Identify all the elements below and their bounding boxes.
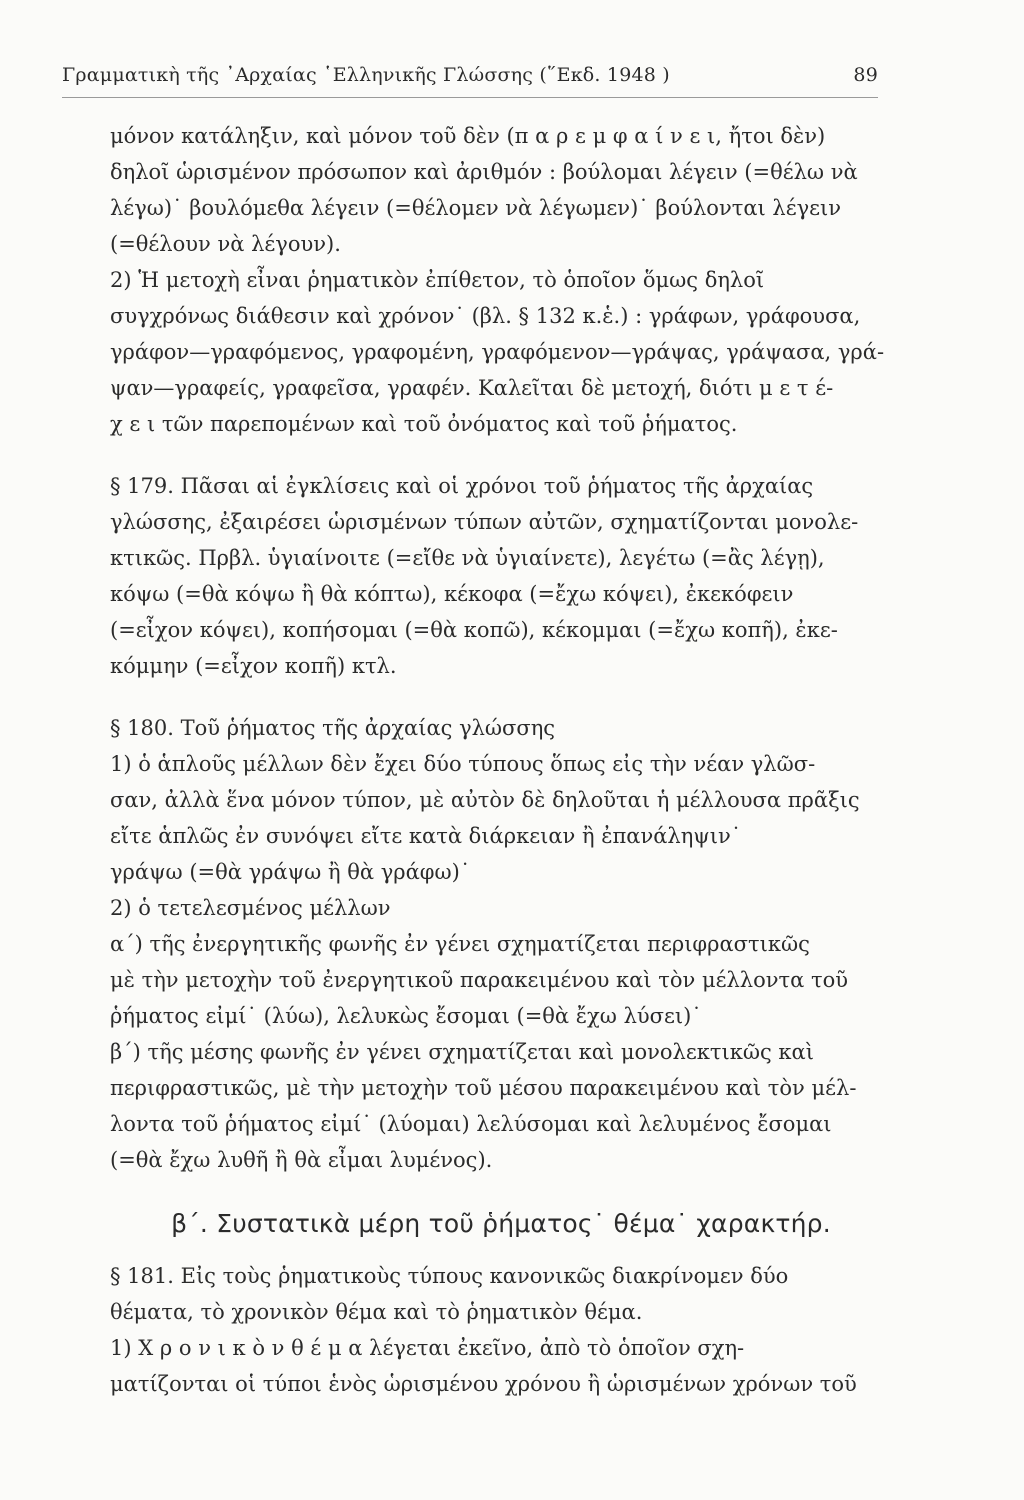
text-line: 2) Ἡ μετοχὴ εἶναι ῥηματικὸν ἐπίθετον, τὸ ὁποῖον ὅμως δηλοῖ <box>110 268 765 292</box>
page-number: 89 <box>853 64 878 86</box>
text-line: α΄) τῆς ἐνεργητικῆς φωνῆς ἐν γένει σχηματίζεται περιφραστικῶς <box>110 932 810 956</box>
text-line: κόψω (=θὰ κόψω ἢ θὰ κόπτω), κέκοφα (=ἔχω κόψει), ἐκεκόφειν <box>110 582 794 606</box>
page-body <box>110 118 892 1402</box>
paragraph-gap <box>110 1178 892 1204</box>
text-line: μόνον κατάληξιν, καὶ μόνον τοῦ δὲν (π α ρ ε μ φ α ί ν ε ι, ἤτοι δὲν) <box>110 124 826 148</box>
text-line: συγχρόνως διάθεσιν καὶ χρόνον˙ (βλ. § 132 κ.ἑ.) : γράφων, γράφουσα, <box>110 304 861 328</box>
text-line: § 181. Εἰς τοὺς ῥηματικοὺς τύπους κανονικῶς διακρίνομεν δύο <box>110 1264 789 1288</box>
running-title: Γραμματικὴ τῆς ᾿Αρχαίας ῾Ελληνικῆς Γλώσσης (῞Εκδ. 1948 ) <box>62 64 670 86</box>
text-line: δηλοῖ ὡρισμένον πρόσωπον καὶ ἀριθμόν : βούλομαι λέγειν (=θέλω νὰ <box>110 160 858 184</box>
text-line: (=εἶχον κόψει), κοπήσομαι (=θὰ κοπῶ), κέκομμαι (=ἔχω κοπῆ), ἐκε- <box>110 618 838 642</box>
header-rule <box>62 97 878 98</box>
text-line: § 179. Πᾶσαι αἱ ἐγκλίσεις καὶ οἱ χρόνοι τοῦ ῥήματος τῆς ἀρχαίας <box>110 474 814 498</box>
text-line: 2) ὁ τετελεσμένος μέλλων <box>110 896 391 920</box>
text-line: ῥήματος εἰμί˙ (λύω), λελυκὼς ἔσομαι (=θὰ ἔχω λύσει)˙ <box>110 1004 702 1028</box>
text-line: κτικῶς. Πρβλ. ὑγιαίνοιτε (=εἴθε νὰ ὑγιαίνετε), λεγέτω (=ἂς λέγῃ), <box>110 546 825 570</box>
paragraph-gap <box>110 1244 892 1258</box>
text-line: (=θέλουν νὰ λέγουν). <box>110 232 341 256</box>
paragraph-block-4 <box>110 1258 892 1402</box>
text-line: εἴτε ἁπλῶς ἐν συνόψει εἴτε κατὰ διάρκειαν ἢ ἐπανάληψιν˙ <box>110 824 742 848</box>
text-line: θέματα, τὸ χρονικὸν θέμα καὶ τὸ ῥηματικὸν θέμα. <box>110 1300 643 1324</box>
text-line: λέγω)˙ βουλόμεθα λέγειν (=θέλομεν νὰ λέγωμεν)˙ βούλονται λέγειν <box>110 196 842 220</box>
text-line: γράφον—γραφόμενος, γραφομένη, γραφόμενον—γράψας, γράψασα, γρά- <box>110 340 885 364</box>
text-line: μὲ τὴν μετοχὴν τοῦ ἐνεργητικοῦ παρακειμένου καὶ τὸν μέλλοντα τοῦ <box>110 968 849 992</box>
text-line: 1) ὁ ἁπλοῦς μέλλων δὲν ἔχει δύο τύπους ὅπως εἰς τὴν νέαν γλῶσ- <box>110 752 816 776</box>
text-line: γράψω (=θὰ γράψω ἢ θὰ γράφω)˙ <box>110 860 471 884</box>
text-line: ψαν—γραφείς, γραφεῖσα, γραφέν. Καλεῖται δὲ μετοχή, διότι μ ε τ έ- <box>110 376 834 400</box>
running-header <box>62 64 878 94</box>
paragraph-block-3 <box>110 710 892 1178</box>
text-line: γλώσσης, ἐξαιρέσει ὡρισμένων τύπων αὐτῶν, σχηματίζονται μονολε- <box>110 510 859 534</box>
text-line: β΄) τῆς μέσης φωνῆς ἐν γένει σχηματίζεται καὶ μονολεκτικῶς καὶ <box>110 1040 814 1064</box>
paragraph-block-2 <box>110 468 892 684</box>
text-line: § 180. Τοῦ ῥήματος τῆς ἀρχαίας γλώσσης <box>110 716 556 740</box>
text-line: (=θὰ ἔχω λυθῆ ἢ θὰ εἶμαι λυμένος). <box>110 1148 493 1172</box>
text-line: 1) Χ ρ ο ν ι κ ὸ ν θ έ μ α λέγεται ἐκεῖνο, ἀπὸ τὸ ὁποῖον σχη- <box>110 1336 745 1360</box>
paragraph-gap <box>110 684 892 710</box>
section-heading: β΄. Συστατικὰ μέρη τοῦ ῥήματος˙ θέμα˙ χαρακτήρ. <box>171 1209 831 1238</box>
text-line: περιφραστικῶς, μὲ τὴν μετοχὴν τοῦ μέσου παρακειμένου καὶ τὸν μέλ- <box>110 1076 857 1100</box>
paragraph-block-1 <box>110 118 892 442</box>
text-line: κόμμην (=εἶχον κοπῆ) κτλ. <box>110 654 397 678</box>
paragraph-gap <box>110 442 892 468</box>
text-line: ματίζονται οἱ τύποι ἑνὸς ὡρισμένου χρόνου ἢ ὡρισμένων χρόνων τοῦ <box>110 1372 857 1396</box>
text-line: λοντα τοῦ ῥήματος εἰμί˙ (λύομαι) λελύσομαι καὶ λελυμένος ἔσομαι <box>110 1112 832 1136</box>
text-line: σαν, ἀλλὰ ἕνα μόνον τύπον, μὲ αὐτὸν δὲ δηλοῦται ἡ μέλλουσα πρᾶξις <box>110 788 860 812</box>
text-line: χ ε ι τῶν παρεπομένων καὶ τοῦ ὀνόματος καὶ τοῦ ῥήματος. <box>110 412 738 436</box>
